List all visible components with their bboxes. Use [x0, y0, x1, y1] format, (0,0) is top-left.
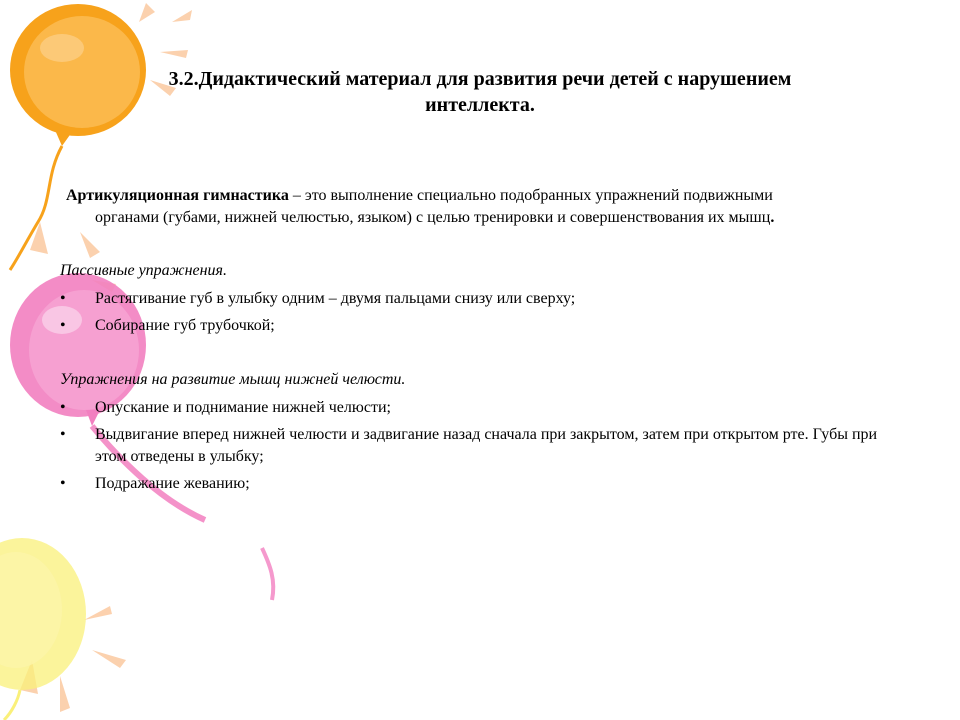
- title-line-2: интеллекта.: [425, 94, 535, 116]
- list-item: • Опускание и поднимание нижней челюсти;: [60, 397, 910, 419]
- jaw-list: [60, 397, 910, 500]
- intro-end: .: [770, 209, 775, 226]
- intro-paragraph: [66, 185, 906, 229]
- jaw-heading: Упражнения на развитие мышц нижней челюсти.: [60, 371, 406, 388]
- list-item: • Подражание жеванию;: [60, 473, 910, 495]
- passive-heading: Пассивные упражнения.: [60, 262, 227, 279]
- yellow-balloon: [0, 538, 86, 720]
- list-item: • Растягивание губ в улыбку одним – двумя пальцами снизу или сверху;: [60, 288, 910, 310]
- page-title: [60, 66, 900, 118]
- intro-text-2: органами (губами, нижней челюстью, языком) с целью тренировки и совершенствования их мышц: [95, 209, 771, 226]
- list-item: • Выдвигание вперед нижней челюсти и задвигание назад сначала при закрытом, затем при открытом рте. Губы при этом отведены в улыбку;: [60, 424, 910, 468]
- title-line-1: 3.2.Дидактический материал для развития речи детей с нарушением: [168, 68, 792, 90]
- orange-balloon: [10, 4, 146, 270]
- passive-list: [60, 288, 910, 342]
- list-item: • Собирание губ трубочкой;: [60, 315, 910, 337]
- intro-term: Артикуляционная гимнастика: [66, 187, 289, 204]
- intro-text-1: – это выполнение специально подобранных упражнений подвижными: [288, 187, 773, 204]
